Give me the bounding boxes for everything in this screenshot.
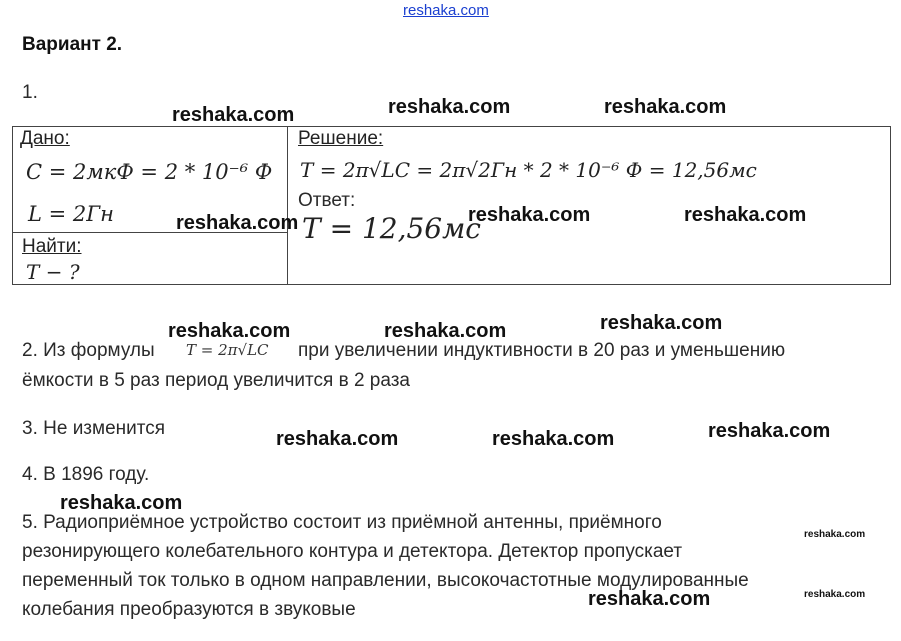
page-title: Вариант 2. bbox=[22, 34, 123, 55]
site-link[interactable]: reshaka.com bbox=[403, 2, 489, 19]
watermark: reshaka.com bbox=[684, 204, 807, 226]
question-2-line2: ёмкости в 5 раз период увеличится в 2 раза bbox=[22, 370, 410, 391]
watermark: reshaka.com bbox=[804, 529, 866, 540]
given-capacitance: C = 2мкФ = 2 * 10⁻⁶ Ф bbox=[26, 160, 273, 184]
watermark: reshaka.com bbox=[492, 428, 615, 450]
question-5-line: 5. Радиоприёмное устройство состоит из приёмной антенны, приёмного bbox=[22, 512, 662, 533]
watermark: reshaka.com bbox=[60, 492, 183, 514]
given-inductance: L = 2Гн bbox=[28, 202, 114, 226]
table-divider-vertical bbox=[287, 126, 288, 284]
find-value: T − ? bbox=[26, 260, 80, 284]
solution-label: Решение: bbox=[298, 128, 384, 149]
question-1-number: 1. bbox=[22, 82, 38, 103]
find-label: Найти: bbox=[22, 236, 82, 257]
watermark: reshaka.com bbox=[172, 104, 295, 126]
question-2-prefix: 2. Из формулы bbox=[22, 340, 155, 361]
given-label: Дано: bbox=[20, 128, 70, 149]
watermark: reshaka.com bbox=[276, 428, 399, 450]
question-4: 4. В 1896 году. bbox=[22, 464, 150, 485]
watermark: reshaka.com bbox=[600, 312, 723, 334]
answer-label: Ответ: bbox=[298, 190, 356, 211]
solution-formula: T = 2π√LC = 2π√2Гн * 2 * 10⁻⁶ Ф = 12,56мс bbox=[300, 158, 757, 182]
answer-value: T = 12,56мс bbox=[302, 212, 481, 245]
question-3: 3. Не изменится bbox=[22, 418, 166, 439]
watermark: reshaka.com bbox=[804, 589, 866, 600]
watermark: reshaka.com bbox=[388, 96, 511, 118]
question-2-suffix: при увеличении индуктивности в 20 раз и уменьшению bbox=[298, 340, 786, 361]
watermark: reshaka.com bbox=[604, 96, 727, 118]
question-2-formula: T = 2π√LC bbox=[186, 341, 269, 359]
watermark: reshaka.com bbox=[168, 320, 291, 342]
watermark: reshaka.com bbox=[176, 212, 299, 234]
watermark: reshaka.com bbox=[708, 420, 831, 442]
watermark: reshaka.com bbox=[384, 320, 507, 342]
question-5-line: переменный ток только в одном направлении, высокочастотные модулированные bbox=[22, 570, 749, 591]
question-5-line: резонирующего колебательного контура и детектора. Детектор пропускает bbox=[22, 541, 683, 562]
watermark: reshaka.com bbox=[588, 588, 711, 610]
question-5-line: колебания преобразуются в звуковые bbox=[22, 599, 356, 620]
watermark: reshaka.com bbox=[468, 204, 591, 226]
